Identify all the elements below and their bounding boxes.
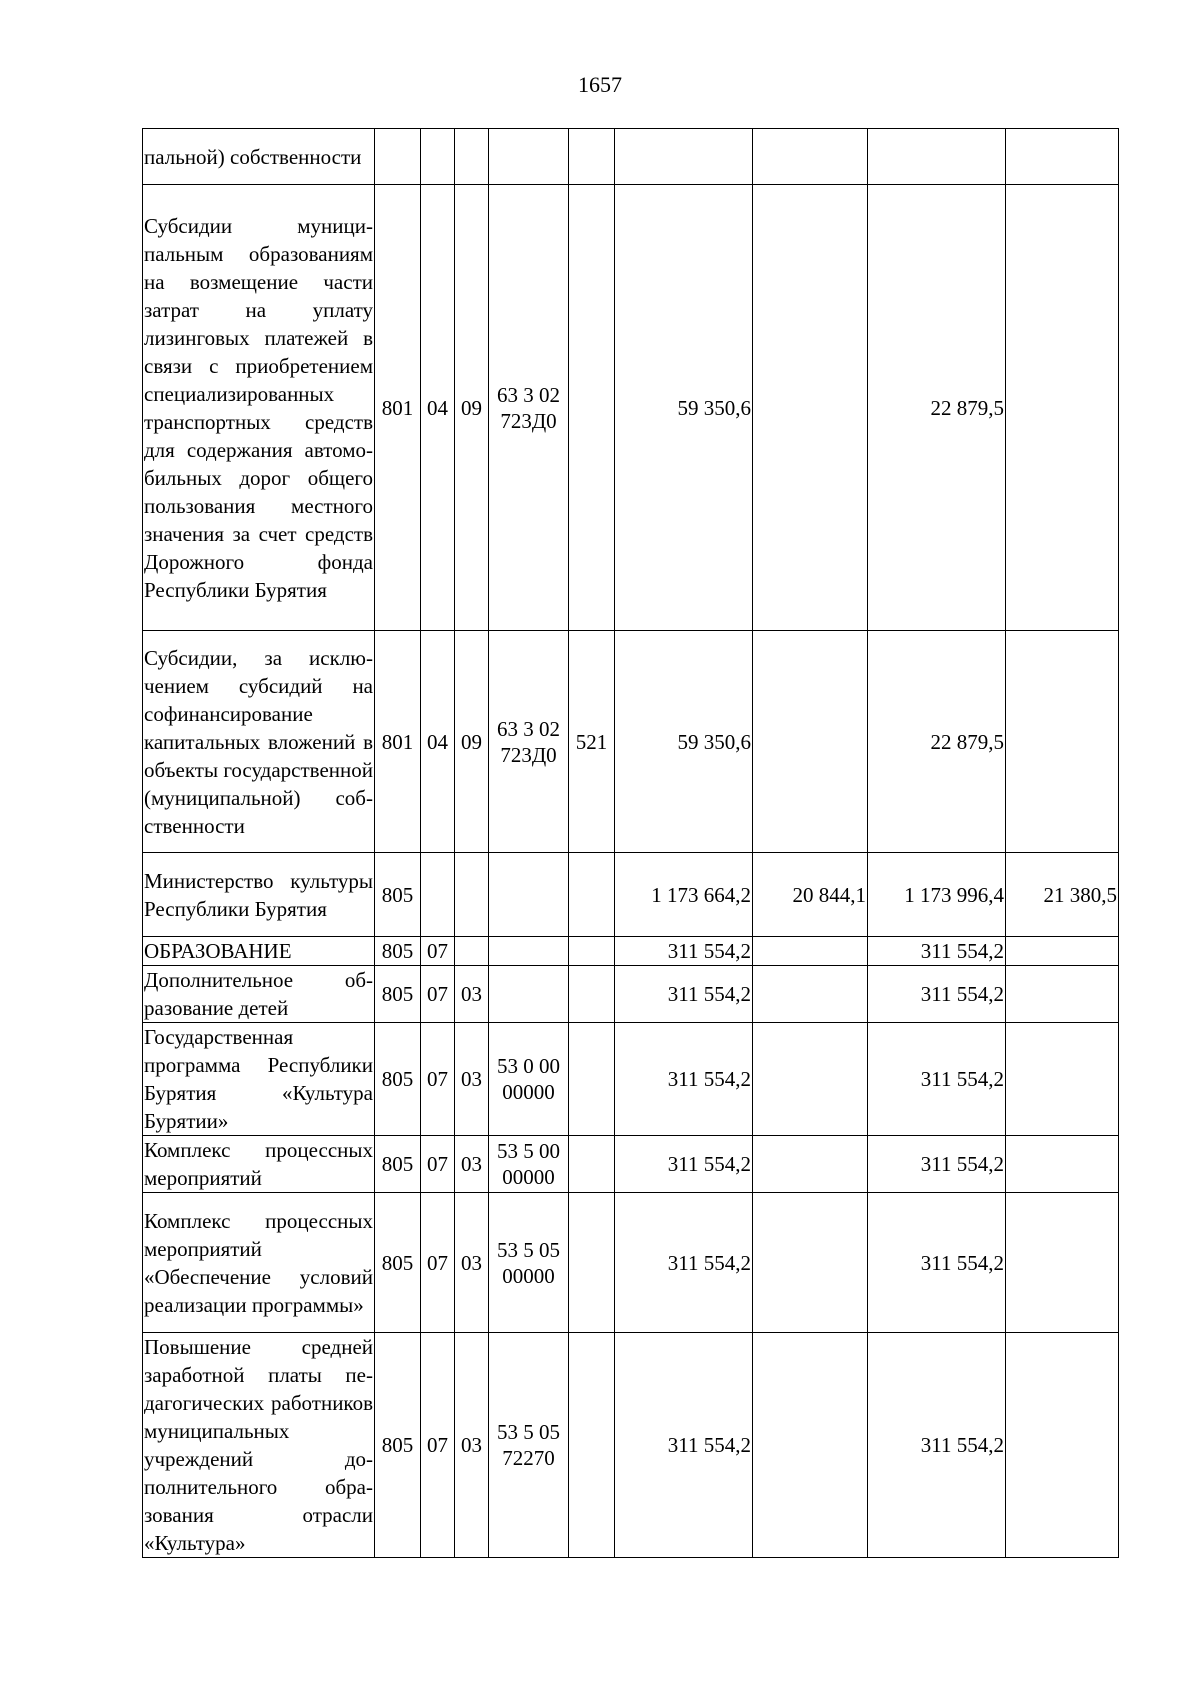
cell-ministry-code: 801 — [375, 185, 421, 631]
cell-ministry-code: 801 — [375, 631, 421, 853]
table-row — [143, 1136, 1119, 1193]
cell-name: Повышение средней заработной платы педагогических работников муниципальных учреждений дополнительного образования отрасли «Культура» — [143, 1333, 375, 1558]
cell-ministry-code: 805 — [375, 1136, 421, 1193]
cell-sum-1: 59 350,6 — [615, 185, 753, 631]
cell-subsection-code: 03 — [455, 1023, 489, 1136]
cell-ministry-code — [375, 129, 421, 185]
table-row — [143, 631, 1119, 853]
cell-sum-2-extra — [1006, 1136, 1119, 1193]
cell-sum-1-extra — [753, 966, 868, 1023]
cell-expense-type-code — [569, 129, 615, 185]
cell-sum-2-extra — [1006, 129, 1119, 185]
table-row — [143, 1193, 1119, 1333]
cell-subsection-code: 09 — [455, 185, 489, 631]
cell-section-code: 07 — [421, 937, 455, 966]
cell-sum-1: 311 554,2 — [615, 1333, 753, 1558]
table-row — [143, 853, 1119, 937]
cell-ministry-code: 805 — [375, 1193, 421, 1333]
cell-section-code — [421, 853, 455, 937]
table-row — [143, 129, 1119, 185]
cell-name: Субсидии, за исключением субсидий на софинансирование капитальных вложений в объекты государственной (муниципальной) собственности — [143, 631, 375, 853]
cell-name: Дополнительное образование детей — [143, 966, 375, 1023]
cell-sum-1-extra — [753, 937, 868, 966]
cell-sum-2: 311 554,2 — [868, 1023, 1006, 1136]
page-number: 1657 — [578, 72, 622, 97]
table-row — [143, 1333, 1119, 1558]
cell-name: пальной) собственности — [143, 129, 375, 185]
cell-sum-1: 311 554,2 — [615, 1023, 753, 1136]
cell-name: Комплекс процессных мероприятий — [143, 1136, 375, 1193]
cell-sum-1: 311 554,2 — [615, 1136, 753, 1193]
cell-subsection-code — [455, 129, 489, 185]
cell-subsection-code: 03 — [455, 1333, 489, 1558]
cell-sum-2: 311 554,2 — [868, 1136, 1006, 1193]
cell-section-code: 07 — [421, 1333, 455, 1558]
cell-section-code: 07 — [421, 1136, 455, 1193]
cell-ministry-code: 805 — [375, 853, 421, 937]
cell-target-code — [489, 937, 569, 966]
cell-sum-2: 311 554,2 — [868, 937, 1006, 966]
cell-sum-2-extra — [1006, 937, 1119, 966]
cell-target-code: 63 3 02 723Д0 — [489, 185, 569, 631]
cell-name: Государственная программа Республики Бурятия «Культура Бурятии» — [143, 1023, 375, 1136]
cell-sum-2-extra — [1006, 1193, 1119, 1333]
cell-expense-type-code — [569, 1333, 615, 1558]
cell-expense-type-code — [569, 966, 615, 1023]
cell-name: Субсидии муниципальным образованиям на возмещение части затрат на уплату лизинговых платежей в связи с приобретением специализированных транспортных средств для содержания автомобильных дорог общего пользования местного значения за счет средств Дорожного фонда Республики Бурятия — [143, 185, 375, 631]
cell-subsection-code — [455, 937, 489, 966]
cell-expense-type-code — [569, 1193, 615, 1333]
cell-expense-type-code — [569, 1023, 615, 1136]
cell-sum-1: 311 554,2 — [615, 1193, 753, 1333]
cell-target-code — [489, 129, 569, 185]
table-body — [143, 129, 1119, 1558]
cell-sum-2-extra: 21 380,5 — [1006, 853, 1119, 937]
cell-expense-type-code: 521 — [569, 631, 615, 853]
cell-sum-2: 22 879,5 — [868, 185, 1006, 631]
cell-section-code: 07 — [421, 1023, 455, 1136]
cell-sum-1-extra — [753, 1023, 868, 1136]
cell-section-code: 04 — [421, 185, 455, 631]
cell-sum-1: 311 554,2 — [615, 937, 753, 966]
cell-name: Министерство культуры Республики Бурятия — [143, 853, 375, 937]
cell-sum-2-extra — [1006, 185, 1119, 631]
cell-sum-1-extra — [753, 1333, 868, 1558]
cell-sum-2: 311 554,2 — [868, 1193, 1006, 1333]
cell-ministry-code: 805 — [375, 966, 421, 1023]
cell-name: ОБРАЗОВАНИЕ — [143, 937, 375, 966]
table-row — [143, 966, 1119, 1023]
cell-sum-2-extra — [1006, 1333, 1119, 1558]
table-row — [143, 937, 1119, 966]
cell-section-code — [421, 129, 455, 185]
cell-sum-2-extra — [1006, 966, 1119, 1023]
cell-section-code: 07 — [421, 1193, 455, 1333]
cell-target-code: 63 3 02 723Д0 — [489, 631, 569, 853]
cell-target-code: 53 0 00 00000 — [489, 1023, 569, 1136]
cell-target-code: 53 5 05 72270 — [489, 1333, 569, 1558]
cell-sum-1: 1 173 664,2 — [615, 853, 753, 937]
cell-sum-1: 311 554,2 — [615, 966, 753, 1023]
cell-sum-2 — [868, 129, 1006, 185]
cell-sum-2: 1 173 996,4 — [868, 853, 1006, 937]
cell-expense-type-code — [569, 853, 615, 937]
cell-sum-2: 311 554,2 — [868, 966, 1006, 1023]
cell-section-code: 07 — [421, 966, 455, 1023]
cell-target-code — [489, 853, 569, 937]
cell-expense-type-code — [569, 185, 615, 631]
cell-target-code: 53 5 00 00000 — [489, 1136, 569, 1193]
cell-sum-2: 22 879,5 — [868, 631, 1006, 853]
cell-ministry-code: 805 — [375, 1333, 421, 1558]
cell-sum-1-extra — [753, 129, 868, 185]
cell-sum-1 — [615, 129, 753, 185]
cell-section-code: 04 — [421, 631, 455, 853]
cell-expense-type-code — [569, 937, 615, 966]
cell-sum-1-extra — [753, 185, 868, 631]
cell-target-code — [489, 966, 569, 1023]
cell-sum-2: 311 554,2 — [868, 1333, 1006, 1558]
cell-sum-2-extra — [1006, 631, 1119, 853]
cell-ministry-code: 805 — [375, 1023, 421, 1136]
cell-subsection-code: 03 — [455, 1193, 489, 1333]
cell-subsection-code — [455, 853, 489, 937]
cell-ministry-code: 805 — [375, 937, 421, 966]
table-row — [143, 1023, 1119, 1136]
cell-subsection-code: 03 — [455, 966, 489, 1023]
cell-name: Комплекс процессных мероприятий «Обеспечение условий реализации программы» — [143, 1193, 375, 1333]
cell-sum-1-extra — [753, 1193, 868, 1333]
cell-subsection-code: 09 — [455, 631, 489, 853]
cell-expense-type-code — [569, 1136, 615, 1193]
cell-sum-1-extra — [753, 631, 868, 853]
budget-table — [142, 128, 1119, 1558]
cell-sum-1: 59 350,6 — [615, 631, 753, 853]
cell-subsection-code: 03 — [455, 1136, 489, 1193]
cell-target-code: 53 5 05 00000 — [489, 1193, 569, 1333]
cell-sum-2-extra — [1006, 1023, 1119, 1136]
table-row — [143, 185, 1119, 631]
cell-sum-1-extra — [753, 1136, 868, 1193]
cell-sum-1-extra: 20 844,1 — [753, 853, 868, 937]
